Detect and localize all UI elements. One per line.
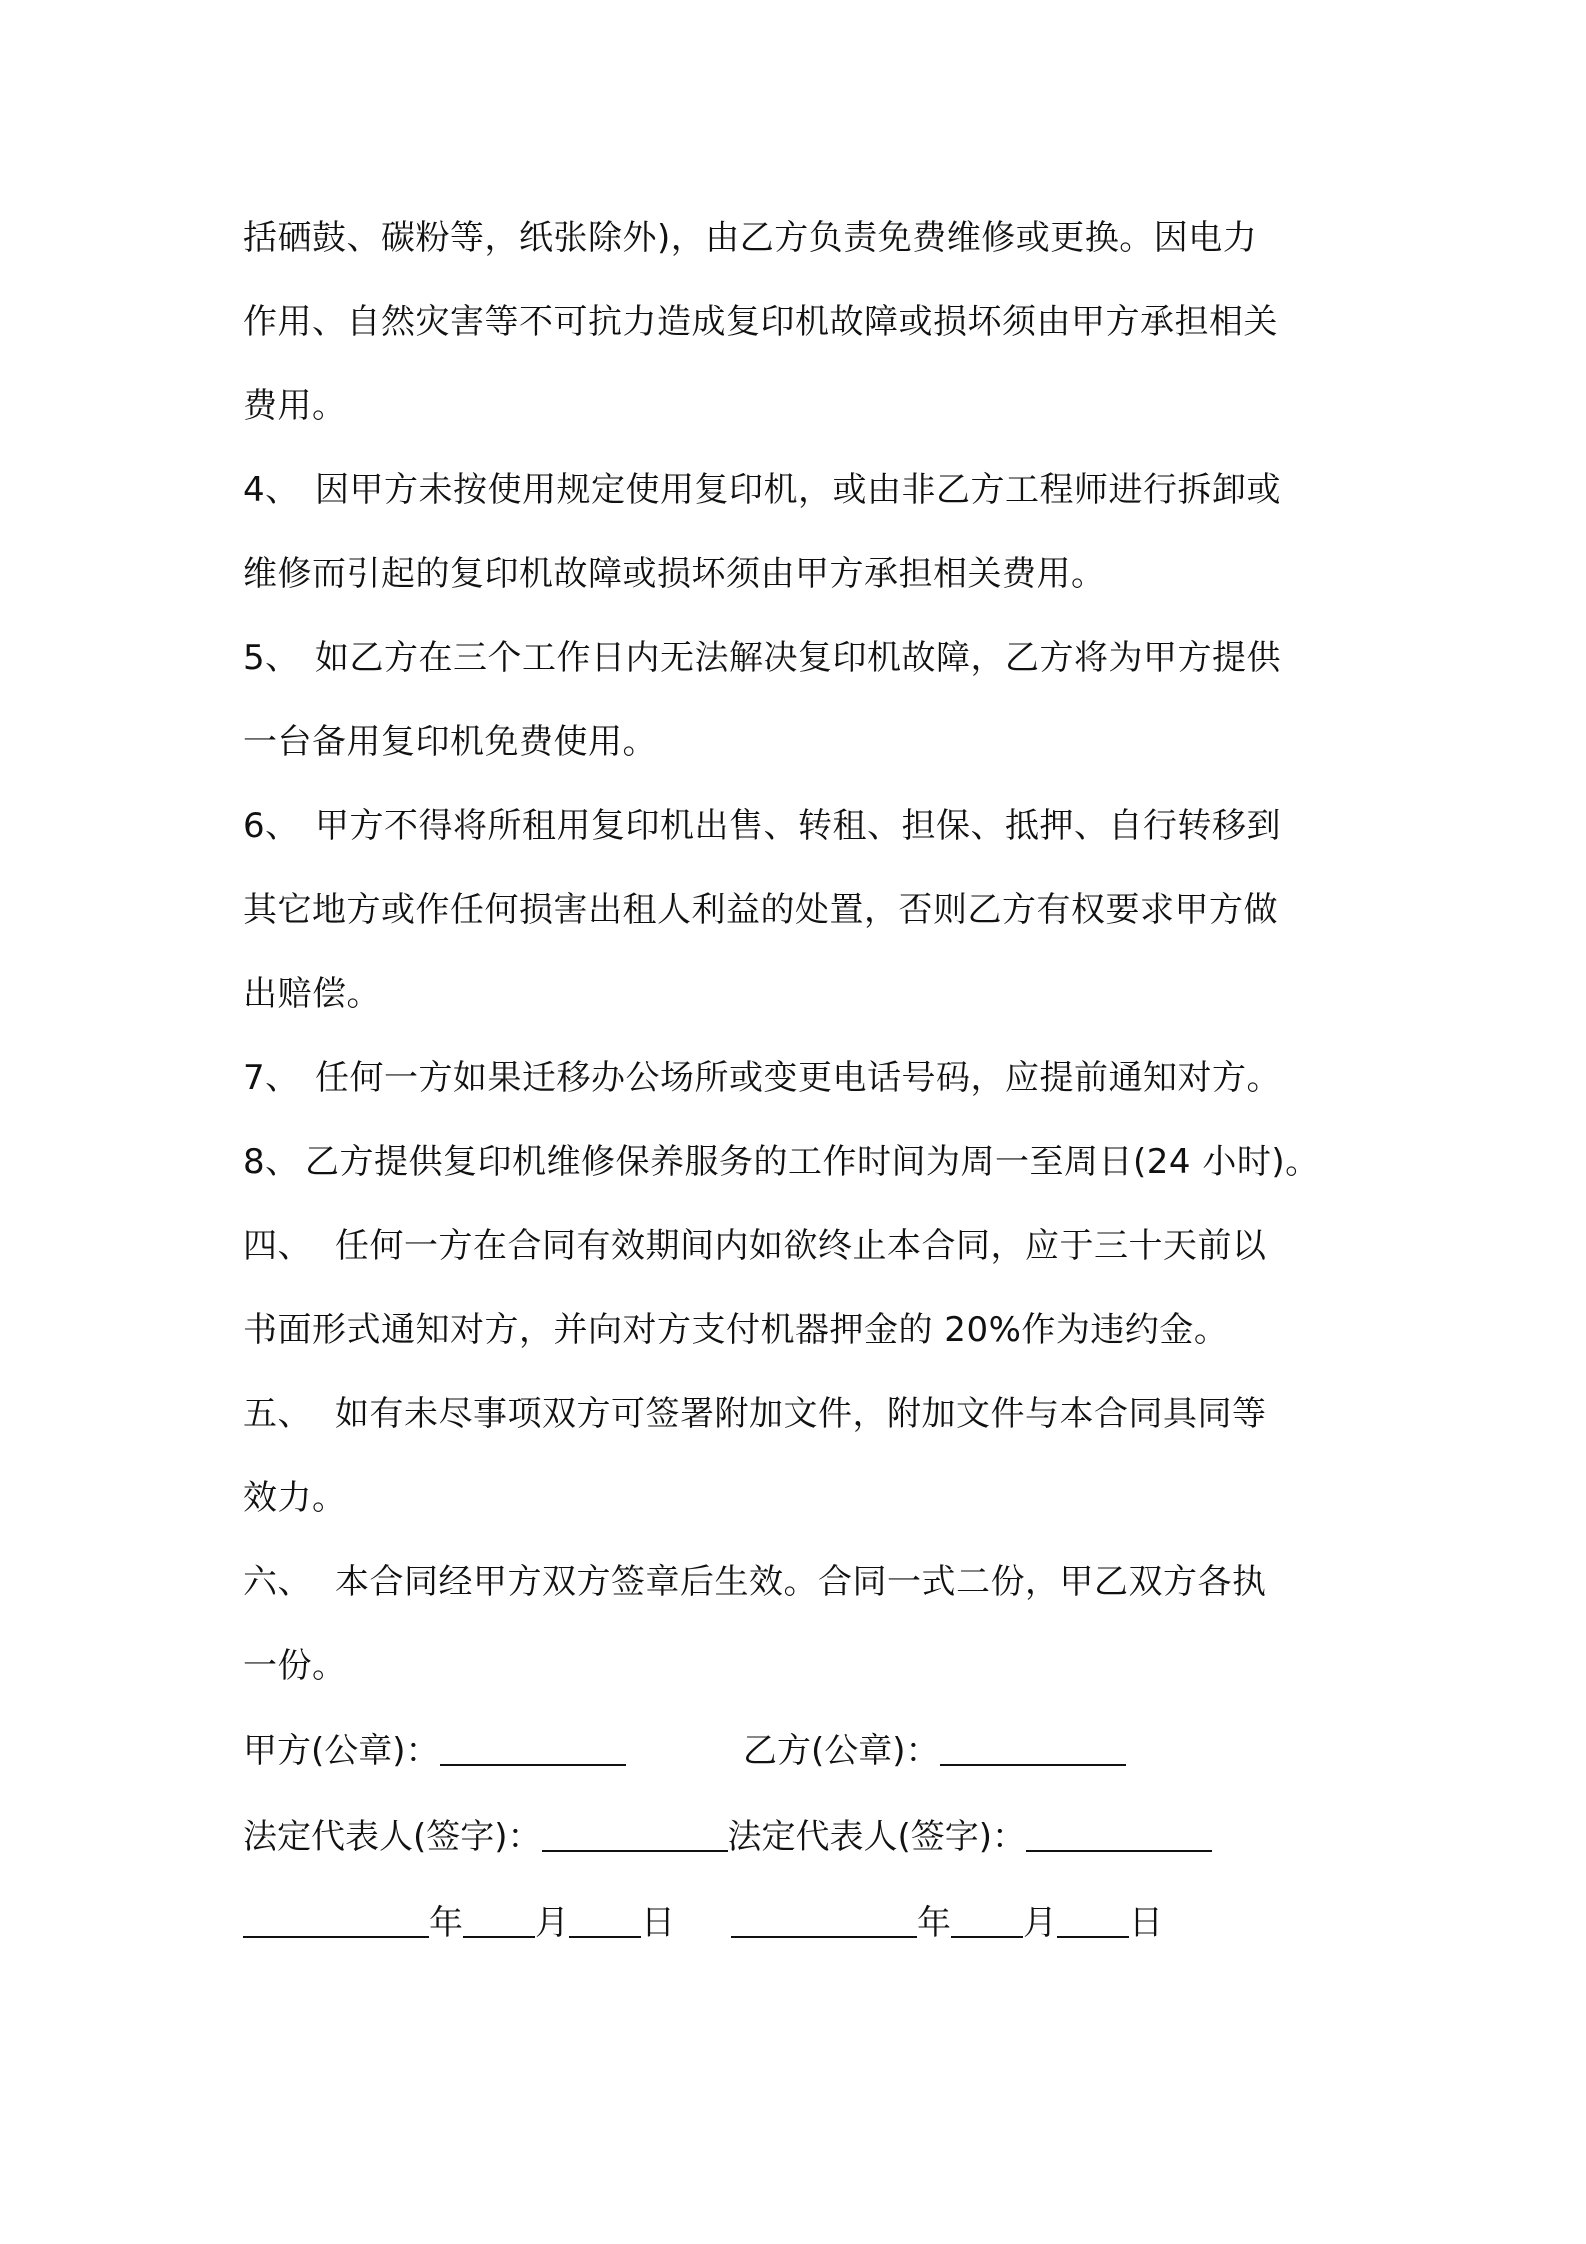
party-b-month-blank[interactable] [951, 1906, 1023, 1938]
party-b-seal-blank[interactable] [940, 1734, 1126, 1766]
section-5-line-2: 效力。 [243, 1478, 347, 1518]
section-number: 四、 [243, 1226, 312, 1266]
clause-5-line-2: 一台备用复印机免费使用。 [243, 722, 657, 762]
section-4-line-1: 四、 任何一方在合同有效期间内如欲终止本合同，应于三十天前以 [243, 1204, 1393, 1288]
party-a-day-blank[interactable] [569, 1906, 641, 1938]
representative-row [243, 1794, 1393, 1880]
section-6-line-2: 一份。 [243, 1646, 347, 1686]
paragraph-3-cont-line-2: 作用、自然灾害等不可抗力造成复印机故障或损坏须由甲方承担相关 [243, 302, 1278, 342]
party-a-month-blank[interactable] [463, 1906, 535, 1938]
clause-4-line-2: 维修而引起的复印机故障或损坏须由甲方承担相关费用。 [243, 554, 1106, 594]
clause-4-line-1: 4、 因甲方未按使用规定使用复印机，或由非乙方工程师进行拆卸或 [243, 448, 1393, 532]
clause-number: 8、 [243, 1142, 300, 1182]
party-a-rep-label: 法定代表人(签字)： [243, 1817, 542, 1857]
party-b-date-group [731, 1880, 1163, 1966]
month-label: 月 [1023, 1903, 1057, 1943]
contract-page [243, 196, 1393, 1966]
party-b-rep-label: 法定代表人(签字)： [727, 1817, 1027, 1857]
clause-7-line-1: 7、 任何一方如果迁移办公场所或变更电话号码，应提前通知对方。 [243, 1036, 1393, 1120]
clause-number: 7、 [243, 1058, 300, 1098]
seal-row [243, 1708, 1393, 1794]
party-a-year-blank[interactable] [243, 1906, 429, 1938]
paragraph-3-cont-line-3: 费用。 [243, 386, 347, 426]
section-number: 六、 [243, 1562, 312, 1602]
party-b-day-blank[interactable] [1057, 1906, 1129, 1938]
party-b-rep-blank[interactable] [1026, 1820, 1212, 1852]
party-b-year-blank[interactable] [731, 1906, 917, 1938]
section-6-line-1: 六、 本合同经甲方双方签章后生效。合同一式二份，甲乙双方各执 [243, 1540, 1393, 1624]
party-b-seal-group [743, 1708, 1126, 1794]
clause-6-line-2: 其它地方或作任何损害出租人利益的处置，否则乙方有权要求甲方做 [243, 890, 1278, 930]
year-label: 年 [429, 1903, 463, 1943]
year-label: 年 [917, 1903, 951, 1943]
clause-5-line-1: 5、 如乙方在三个工作日内无法解决复印机故障，乙方将为甲方提供 [243, 616, 1393, 700]
section-5-line-1: 五、 如有未尽事项双方可签署附加文件，附加文件与本合同具同等 [243, 1372, 1393, 1456]
party-a-seal-label: 甲方(公章)： [243, 1731, 440, 1771]
party-a-seal-blank[interactable] [440, 1734, 626, 1766]
day-label: 日 [1129, 1903, 1163, 1943]
section-number: 五、 [243, 1394, 312, 1434]
date-row [243, 1880, 1393, 1966]
clause-number: 4、 [243, 470, 300, 510]
paragraph-3-cont-line-1: 括硒鼓、碳粉等，纸张除外)，由乙方负责免费维修或更换。因电力 [243, 218, 1258, 258]
month-label: 月 [535, 1903, 569, 1943]
party-a-rep-blank[interactable] [542, 1820, 728, 1852]
clause-6-line-1: 6、 甲方不得将所租用复印机出售、转租、担保、抵押、自行转移到 [243, 784, 1393, 868]
clause-number: 6、 [243, 806, 300, 846]
clause-8-line-1: 8、 乙方提供复印机维修保养服务的工作时间为周一至周日(24 小时)。 [243, 1120, 1393, 1204]
day-label: 日 [641, 1903, 675, 1943]
clause-number: 5、 [243, 638, 300, 678]
party-b-seal-label: 乙方(公章)： [743, 1731, 940, 1771]
section-4-line-2: 书面形式通知对方，并向对方支付机器押金的 20%作为违约金。 [243, 1310, 1229, 1350]
clause-6-line-3: 出赔偿。 [243, 974, 381, 1014]
